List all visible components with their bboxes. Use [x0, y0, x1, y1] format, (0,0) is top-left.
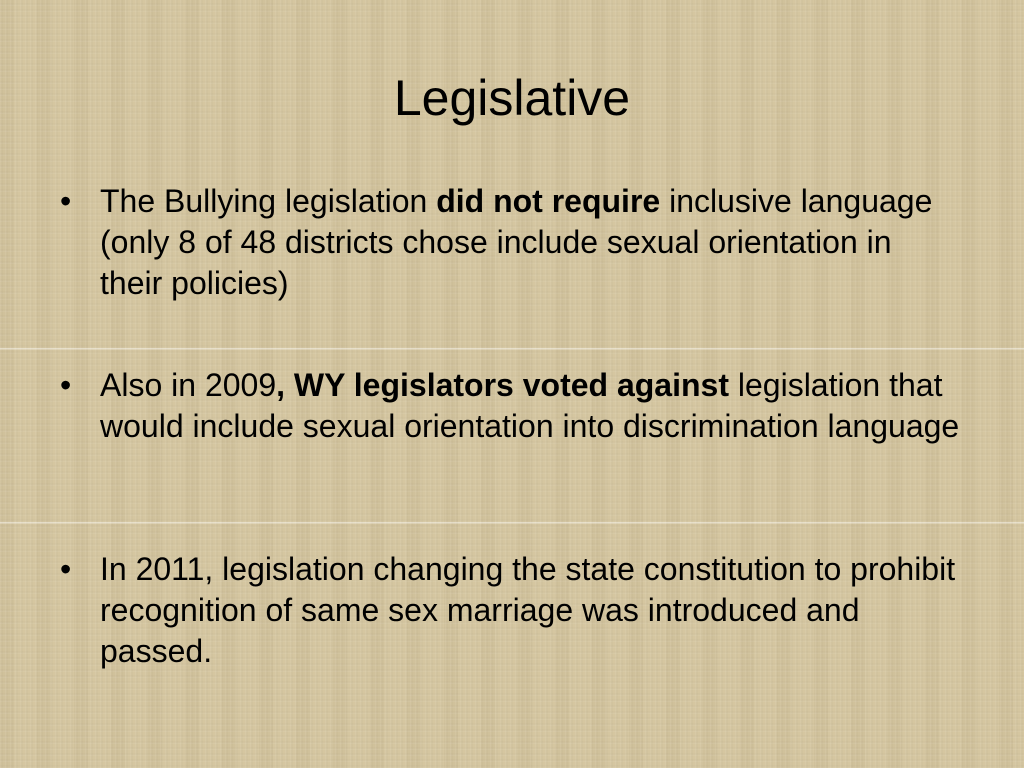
- section-divider: [0, 522, 1024, 524]
- bullet-text-regular: Also in 2009: [100, 367, 277, 403]
- bullet-dot: •: [60, 367, 72, 403]
- bullet-text-bold: did not require: [436, 183, 661, 219]
- bullet-text-bold: , WY legislators voted against: [276, 367, 729, 403]
- bullet-text: [100, 549, 960, 672]
- section-divider: [0, 348, 1024, 350]
- bullet-dot: •: [60, 183, 72, 219]
- bullet-text-regular: legislation that would include sexual orientation into discrimination language: [100, 367, 960, 444]
- bullet-text-regular: inclusive language (only 8 of 48 districts chose include sexual orientation in their policies): [100, 183, 933, 301]
- bullet-text: [100, 181, 960, 304]
- slide-title: Legislative: [393, 70, 631, 126]
- bullet-text: [100, 365, 960, 447]
- bullet-text-regular: The Bullying legislation: [100, 183, 437, 219]
- bullet-text-regular: In 2011, legislation changing the state constitution to prohibit recognition of same sex marriage was introduced and passed.: [100, 551, 956, 669]
- bullet-dot: •: [60, 551, 72, 587]
